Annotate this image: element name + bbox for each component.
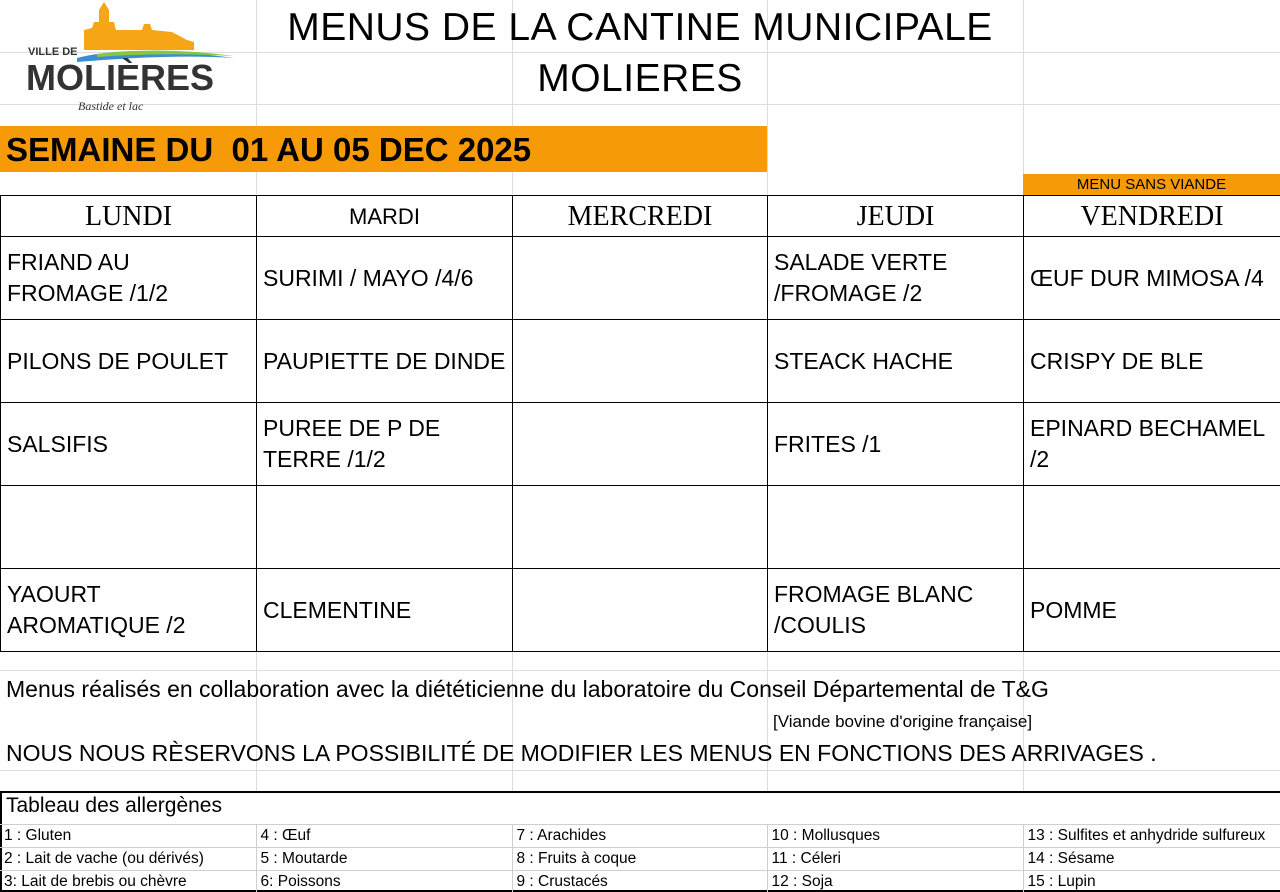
- allergen-item: 8 : Fruits à coque: [512, 848, 767, 871]
- allergen-item: 15 : Lupin: [1023, 871, 1280, 892]
- menu-cell: FRIAND AU FROMAGE /1/2: [1, 237, 257, 320]
- menu-cell: CLEMENTINE: [257, 569, 513, 652]
- menu-cell: [1, 486, 257, 569]
- grid-line: [0, 670, 1280, 671]
- logo-ville-de: VILLE DE: [28, 46, 78, 58]
- allergen-item: 9 : Crustacés: [512, 871, 767, 892]
- menu-cell: [257, 486, 513, 569]
- allergen-item: 5 : Moutarde: [256, 848, 512, 871]
- menu-cell: [513, 320, 768, 403]
- menu-cell: YAOURT AROMATIQUE /2: [1, 569, 257, 652]
- allergen-item: 10 : Mollusques: [767, 825, 1023, 848]
- menu-cell: SURIMI / MAYO /4/6: [257, 237, 513, 320]
- allergen-item: 14 : Sésame: [1023, 848, 1280, 871]
- logo-town-name: MOLIÈRES: [26, 57, 215, 98]
- menu-cell: PUREE DE P DE TERRE /1/2: [257, 403, 513, 486]
- beef-origin-note: [Viande bovine d'origine française]: [773, 712, 1033, 731]
- menu-cell: [513, 403, 768, 486]
- menu-cell: SALSIFIS: [1, 403, 257, 486]
- page-subtitle: MOLIERES: [537, 57, 743, 100]
- menu-cell: PAUPIETTE DE DINDE: [257, 320, 513, 403]
- allergen-row: [0, 848, 1280, 871]
- allergen-item: 4 : Œuf: [256, 825, 512, 848]
- day-header-wednesday: MERCREDI: [513, 196, 768, 237]
- menu-cell: ŒUF DUR MIMOSA /4: [1024, 237, 1280, 320]
- menu-cell: POMME: [1024, 569, 1280, 652]
- week-banner: SEMAINE DU 01 AU 05 DEC 2025: [0, 126, 767, 172]
- menu-cell: PILONS DE POULET: [1, 320, 257, 403]
- logo-tagline: Bastide et lac: [78, 99, 144, 113]
- menu-cell: [513, 237, 768, 320]
- day-header-tuesday: MARDI: [257, 196, 513, 237]
- day-header-monday: LUNDI: [1, 196, 257, 237]
- disclaimer-note: NOUS NOUS RÈSERVONS LA POSSIBILITÉ DE MODIFIER LES MENUS EN FONCTIONS DES ARRIVAGES .: [6, 740, 1157, 766]
- allergen-item: 11 : Céleri: [767, 848, 1023, 871]
- allergen-item: 12 : Soja: [767, 871, 1023, 892]
- menu-cell: FRITES /1: [768, 403, 1024, 486]
- menu-row-starter: [1, 237, 1280, 320]
- day-header-friday: VENDREDI: [1024, 196, 1280, 237]
- allergen-item: 6: Poissons: [256, 871, 512, 892]
- meatless-menu-badge: MENU SANS VIANDE: [1023, 174, 1280, 195]
- allergen-item: 3: Lait de brebis ou chèvre: [0, 871, 256, 892]
- town-logo: [22, 0, 247, 118]
- allergen-item: 1 : Gluten: [0, 825, 256, 848]
- allergen-row: [0, 871, 1280, 892]
- allergen-item: 7 : Arachides: [512, 825, 767, 848]
- menu-row-side: [1, 403, 1280, 486]
- logo-graphic: [22, 0, 247, 118]
- menu-row-main: [1, 320, 1280, 403]
- allergen-item: 2 : Lait de vache (ou dérivés): [0, 848, 256, 871]
- allergen-table: [0, 824, 1280, 892]
- allergen-table-title: Tableau des allergènes: [6, 794, 222, 817]
- menu-cell: STEACK HACHE: [768, 320, 1024, 403]
- allergen-item: 13 : Sulfites et anhydride sulfureux: [1023, 825, 1280, 848]
- allergen-row: [0, 825, 1280, 848]
- page-title: MENUS DE LA CANTINE MUNICIPALE: [287, 6, 993, 49]
- menu-cell: EPINARD BECHAMEL /2: [1024, 403, 1280, 486]
- menu-cell: SALADE VERTE /FROMAGE /2: [768, 237, 1024, 320]
- menu-cell: CRISPY DE BLE: [1024, 320, 1280, 403]
- day-header-row: [1, 196, 1280, 237]
- menu-cell: [1024, 486, 1280, 569]
- collaboration-note: Menus réalisés en collaboration avec la diététicienne du laboratoire du Conseil Départemental de T&G: [6, 676, 1049, 702]
- grid-line: [1023, 0, 1024, 195]
- menu-table: [0, 195, 1280, 652]
- menu-cell: [768, 486, 1024, 569]
- day-header-thursday: JEUDI: [768, 196, 1024, 237]
- menu-cell: [513, 569, 768, 652]
- menu-cell: [513, 486, 768, 569]
- menu-row-empty: [1, 486, 1280, 569]
- menu-row-dessert: [1, 569, 1280, 652]
- grid-line: [0, 770, 1280, 771]
- menu-cell: FROMAGE BLANC /COULIS: [768, 569, 1024, 652]
